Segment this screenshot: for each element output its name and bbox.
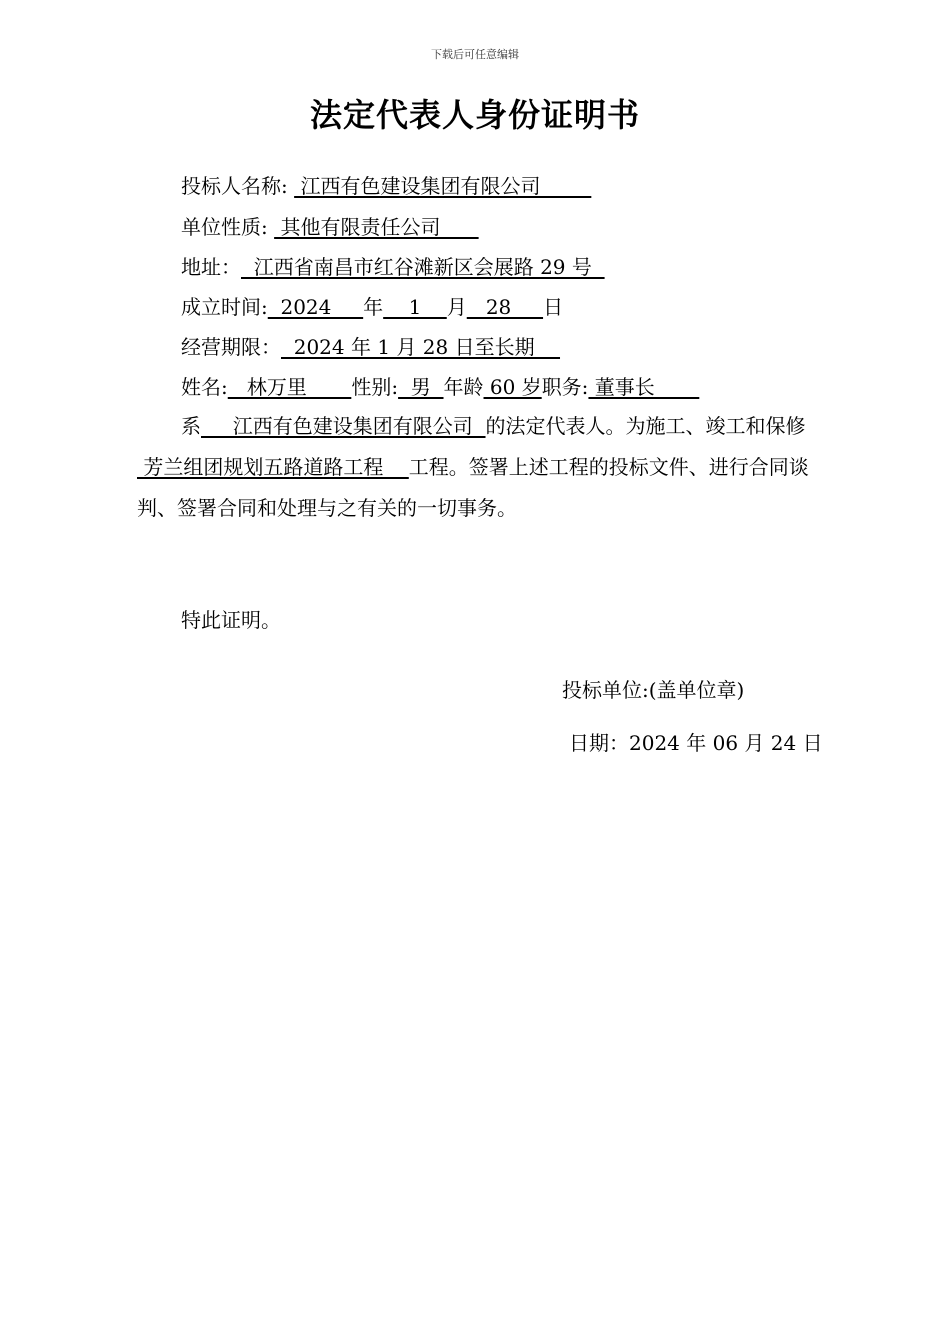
position-label: 职务: (541, 375, 589, 399)
established-label: 成立时间: (181, 295, 268, 319)
position-value: 董事长 (588, 375, 700, 399)
bidder-line (181, 173, 591, 199)
unit-nature-label: 单位性质: (181, 215, 275, 239)
bidder-value: 江西有色建设集团有限公司 (294, 174, 592, 198)
statement-text-1: 的法定代表人。为施工、竣工和保修 (485, 414, 806, 438)
header-note: 下载后可任意编辑 (431, 48, 519, 61)
established-day: 28 (466, 295, 544, 319)
statement-project: 芳兰组团规划五路道路工程 (137, 455, 409, 479)
established-year: 2024 (267, 295, 364, 319)
age-value: 60 岁 (483, 375, 542, 399)
established-line (181, 294, 563, 320)
date-line: 日期：2024 年 06 月 24 日 (569, 731, 823, 755)
unit-nature-value: 其他有限责任公司 (274, 215, 479, 239)
age-label: 年龄 (443, 375, 484, 399)
established-month: 1 (383, 295, 447, 319)
name-label: 姓名: (181, 375, 228, 399)
address-line (181, 254, 605, 280)
statement-company: 江西有色建设集团有限公司 (201, 414, 486, 438)
statement-prefix: 系 (181, 414, 201, 438)
certify-line: 特此证明。 (181, 608, 281, 632)
business-term-label: 经营期限： (181, 335, 281, 359)
gender-label: 性别: (351, 375, 399, 399)
document-title: 法定代表人身份证明书 (309, 96, 640, 134)
address-value: 江西省南昌市红谷滩新区会展路 29 号 (241, 255, 605, 279)
business-term-value: 2024 年 1 月 28 日至长期 (281, 335, 561, 359)
bidder-label: 投标人名称: (181, 174, 295, 198)
name-value: 林万里 (227, 375, 352, 399)
address-label: 地址： (181, 255, 241, 279)
seal-line: 投标单位:(盖单位章) (562, 678, 745, 702)
established-year-unit: 年 (363, 295, 384, 319)
business-term-line (181, 334, 560, 360)
person-line (181, 374, 699, 400)
statement-paragraph (137, 406, 837, 529)
established-month-unit: 月 (446, 295, 467, 319)
established-day-unit: 日 (543, 295, 564, 319)
gender-value: 男 (398, 375, 444, 399)
statement-text-2: 工程。签署上述工程的投标文件、进行合同谈判、签署合同和处理与之有关的一切事务。 (137, 455, 809, 520)
unit-nature-line (181, 214, 479, 240)
